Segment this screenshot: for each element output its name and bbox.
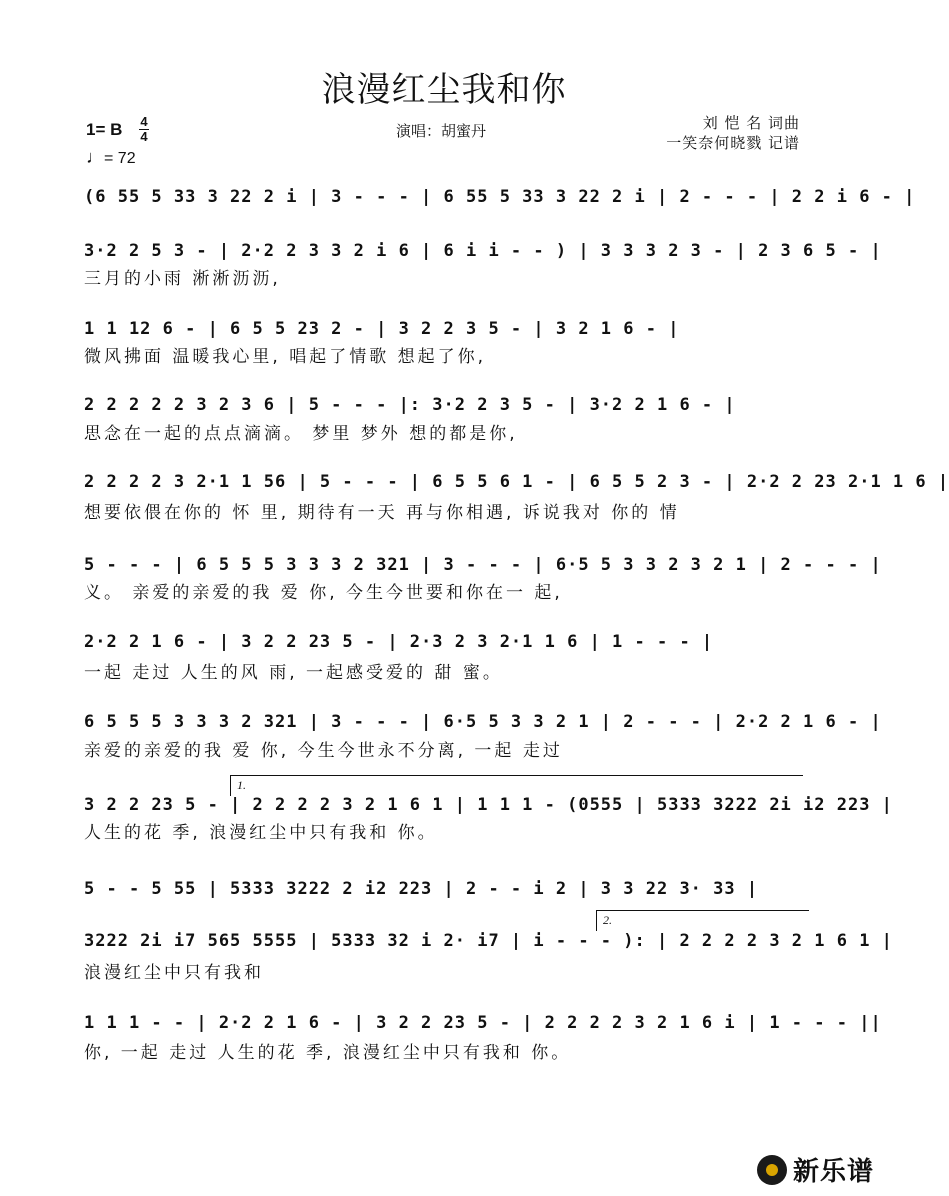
lyric-line: 亲爱的亲爱的我 爱 你, 今生今世永不分离, 一起 走过 [84, 741, 563, 761]
notation-line: (6 55 5 33 3 22 2 i | 3 - - - | 6 55 5 33 3 22 2 i | 2 - - - | 2 2 i 6 - | [84, 187, 916, 207]
volta-1: 1. [230, 775, 803, 796]
lyric-line: 微风拂面 温暖我心里, 唱起了情歌 想起了你, [84, 347, 487, 367]
tempo-value: = 72 [104, 150, 136, 167]
lyricist-composer-credit: 刘 恺 名 词曲 [702, 114, 800, 132]
notation-line: 5 - - 5 55 | 5333 3222 2 i2 223 | 2 - - i 2 | 3 3 22 3· 33 | [84, 879, 759, 899]
singer-credit: 演唱：胡蜜丹 [396, 122, 487, 140]
volta-2: 2. [596, 910, 809, 931]
logo-text: 新乐谱 [792, 1157, 874, 1187]
notation-line: 2 2 2 2 2 3 2 3 6 | 5 - - - |: 3·2 2 3 5 - | 3·2 2 1 6 - | [84, 395, 736, 415]
lyric-line: 浪漫红尘中只有我和 [84, 963, 264, 983]
notation-line: 3·2 2 5 3 - | 2·2 2 3 3 2 i 6 | 6 i i - - ) | 3 3 3 2 3 - | 2 3 6 5 - | [84, 241, 882, 261]
tempo-marking [86, 147, 136, 168]
lyric-line: 人生的花 季, 浪漫红尘中只有我和 你。 [84, 823, 438, 843]
lyric-line: 义。 亲爱的亲爱的我 爱 你, 今生今世要和你在一 起, [84, 583, 563, 603]
time-signature-top: 4 [140, 114, 148, 129]
notation-line: 1 1 12 6 - | 6 5 5 23 2 - | 3 2 2 3 5 - | 3 2 1 6 - | [84, 319, 680, 339]
key-signature: 1= B [86, 120, 123, 139]
notation-line: 3222 2i i7 565 5555 | 5333 32 i 2· i7 | i - - - ): | 2 2 2 2 3 2 1 6 1 | [84, 931, 893, 951]
site-logo [757, 1151, 874, 1188]
record-disc-icon [757, 1155, 787, 1185]
notation-line: 1 1 1 - - | 2·2 2 1 6 - | 3 2 2 23 5 - | 2 2 2 2 3 2 1 6 i | 1 - - - || [84, 1013, 882, 1033]
lyric-line: 想要依偎在你的 怀 里, 期待有一天 再与你相遇, 诉说我对 你的 情 [84, 503, 680, 523]
lyric-line: 一起 走过 人生的风 雨, 一起感受爱的 甜 蜜。 [84, 663, 503, 683]
lyric-line: 三月的小雨 淅淅沥沥, [84, 269, 281, 289]
time-signature [139, 116, 149, 143]
notation-line: 2 2 2 2 3 2·1 1 56 | 5 - - - | 6 5 5 6 1 - | 6 5 5 2 3 - | 2·2 2 23 2·1 1 6 | [84, 472, 949, 492]
lyric-line: 思念在一起的点点滴滴。 梦里 梦外 想的都是你, [84, 424, 518, 444]
page-title: 浪漫红尘我和你 [321, 70, 567, 110]
quarter-note-icon: ♩ [86, 147, 104, 167]
notation-line: 6 5 5 5 3 3 3 2 321 | 3 - - - | 6·5 5 3 3 2 1 | 2 - - - | 2·2 2 1 6 - | [84, 712, 882, 732]
transcriber-credit: 一笑奈何晓戮 记谱 [666, 134, 800, 152]
time-signature-bottom: 4 [140, 129, 148, 144]
notation-line: 5 - - - | 6 5 5 5 3 3 3 2 321 | 3 - - - | 6·5 5 3 3 2 3 2 1 | 2 - - - | [84, 555, 882, 575]
notation-line: 3 2 2 23 5 - | 2 2 2 2 3 2 1 6 1 | 1 1 1 - (0555 | 5333 3222 2i i2 223 | [84, 795, 893, 815]
notation-line: 2·2 2 1 6 - | 3 2 2 23 5 - | 2·3 2 3 2·1 1 6 | 1 - - - | [84, 632, 714, 652]
lyric-line: 你, 一起 走过 人生的花 季, 浪漫红尘中只有我和 你。 [84, 1043, 572, 1063]
